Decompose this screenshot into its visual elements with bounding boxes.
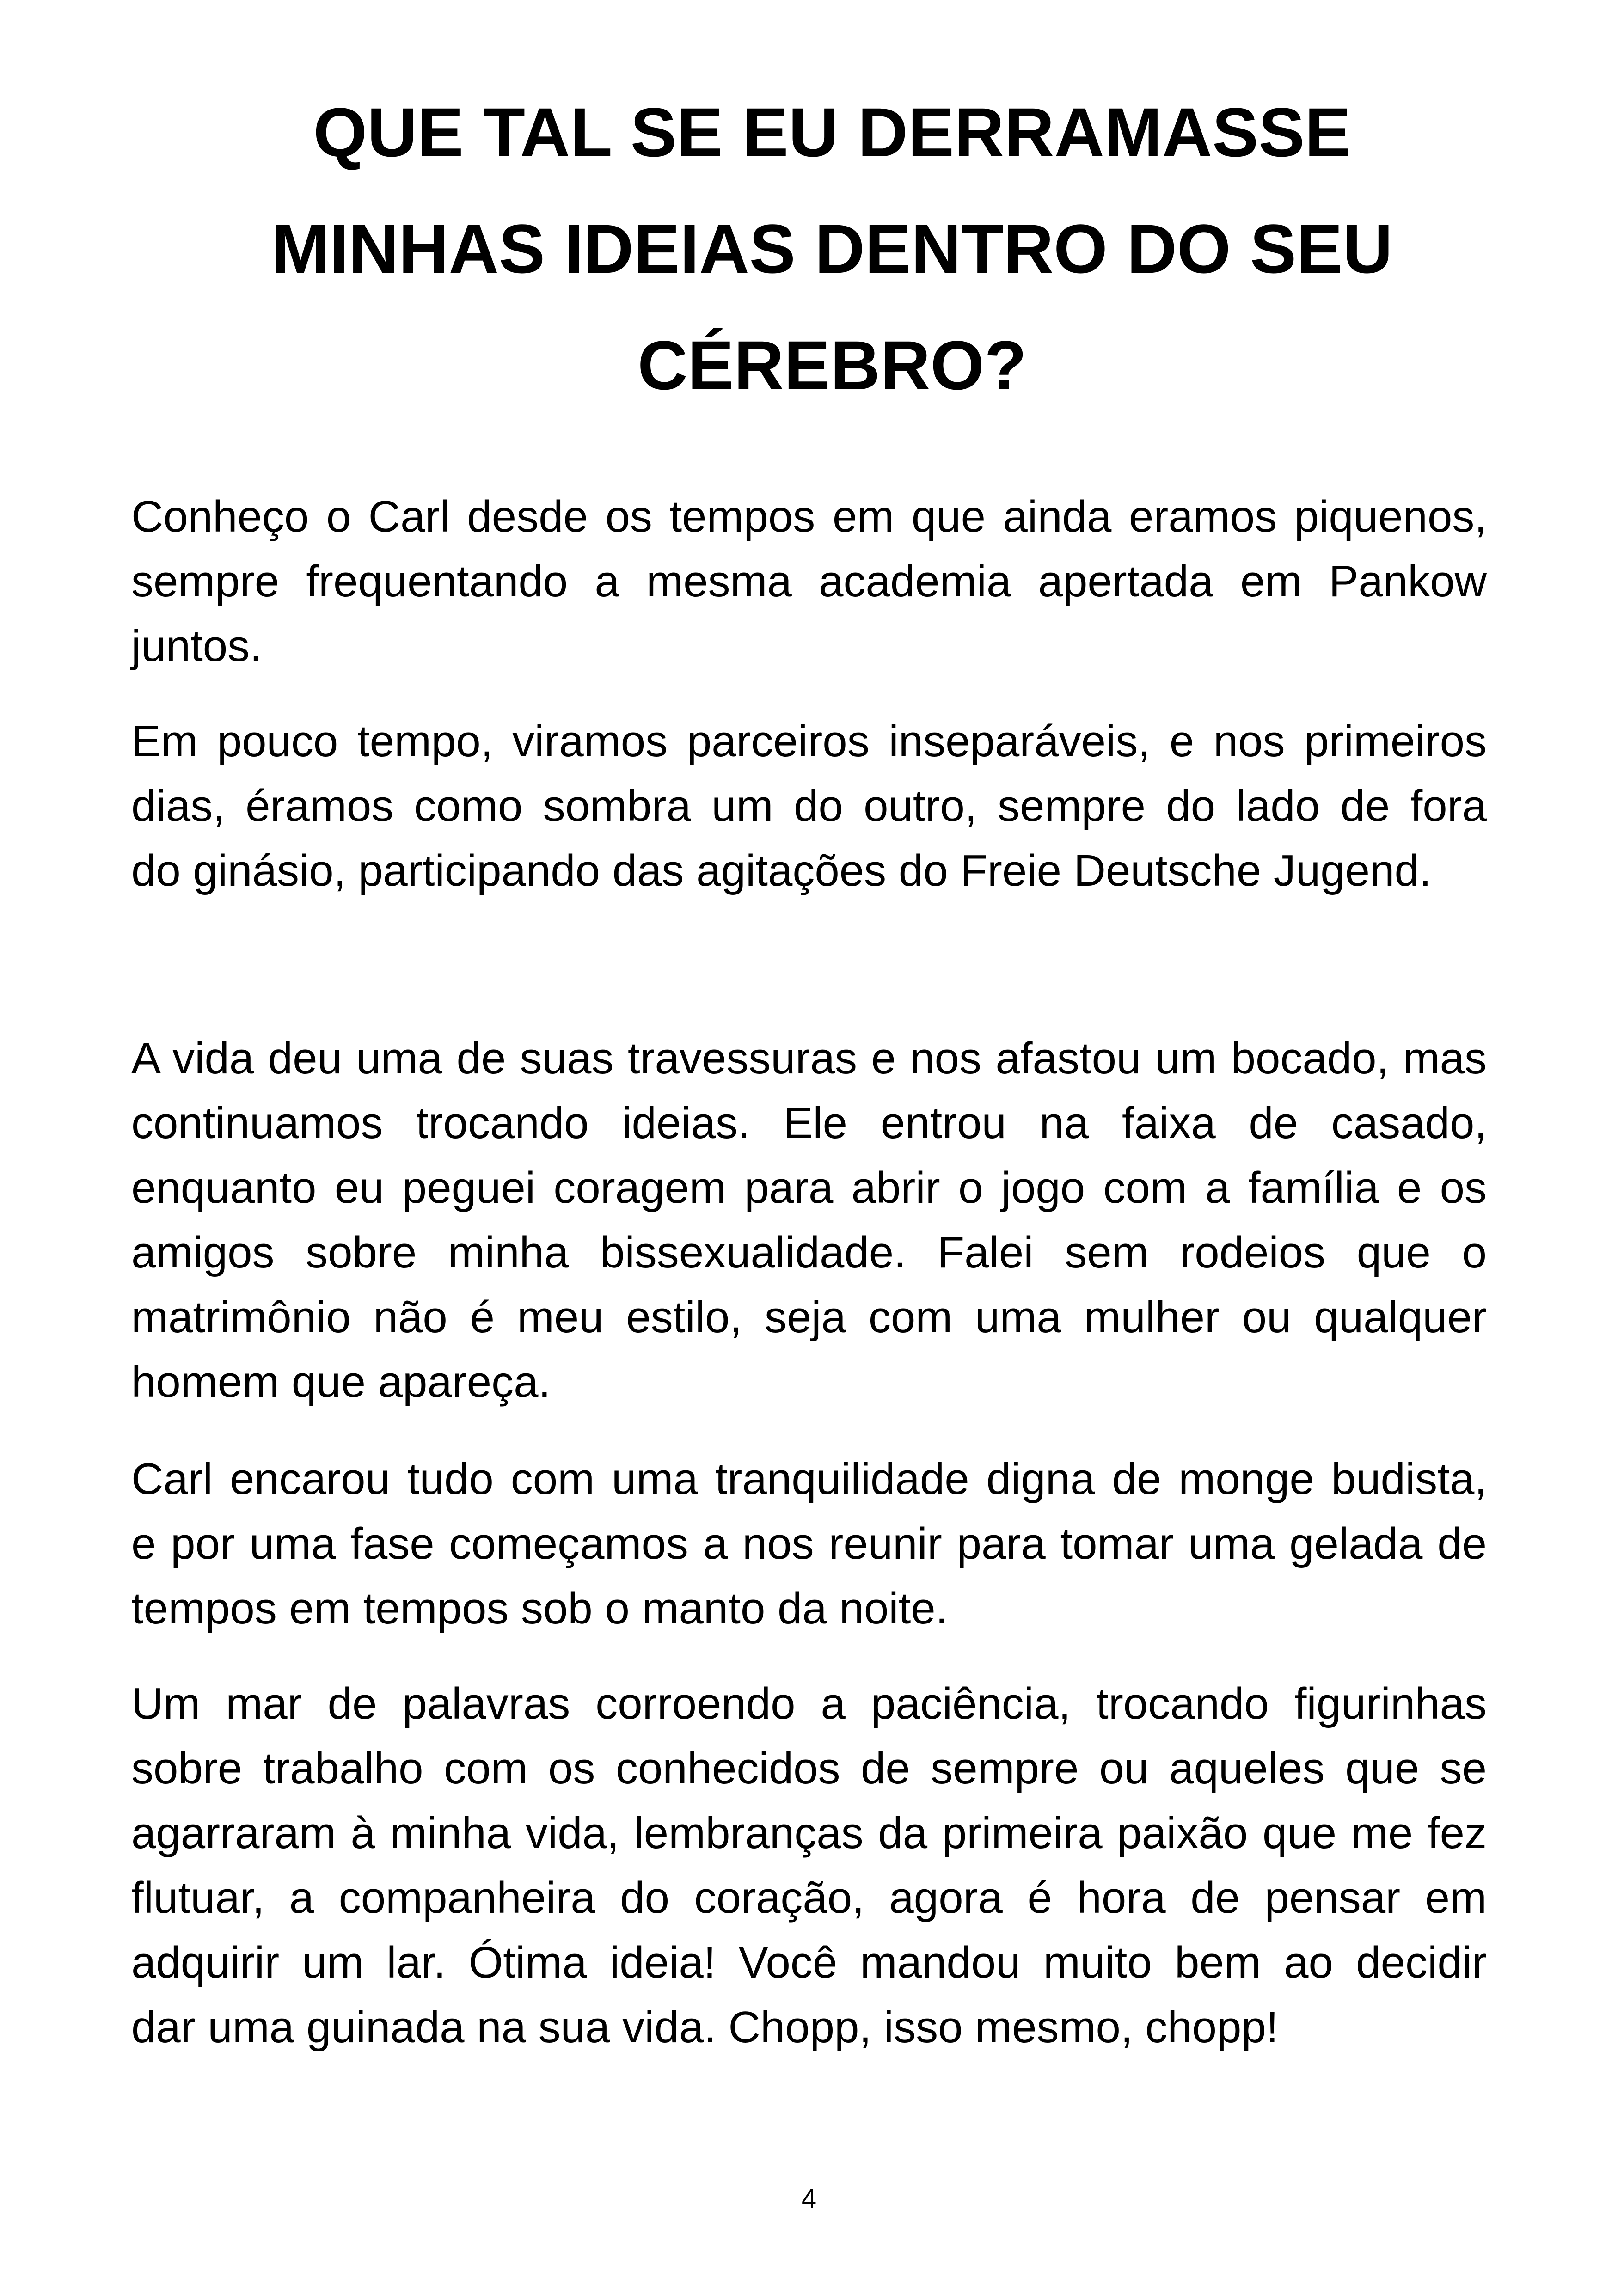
page-title <box>259 74 1405 423</box>
title-line: QUE TAL SE EU DERRAMASSE <box>313 93 1351 171</box>
text-line: matrimônio não é meu estilo, seja com uma mulher ou qualquer <box>131 1292 1487 1342</box>
text-line: A vida deu uma de suas travessuras e nos afastou um bocado, mas <box>131 1034 1487 1083</box>
paragraph-3 <box>131 1026 1487 1414</box>
page-number: 4 <box>801 2184 817 2214</box>
paragraph-4 <box>131 1447 1487 1641</box>
text-line: agarraram à minha vida, lembranças da primeira paixão que me fez <box>131 1808 1487 1858</box>
paragraph-2 <box>131 709 1487 903</box>
text-line: e por uma fase começamos a nos reunir para tomar uma gelada de <box>131 1519 1487 1568</box>
text-line: homem que apareça. <box>131 1357 551 1407</box>
text-line: juntos. <box>131 621 262 671</box>
paragraph-1 <box>131 484 1487 679</box>
title-line: MINHAS IDEIAS DENTRO DO SEU <box>271 210 1393 288</box>
text-line: Em pouco tempo, viramos parceiros inseparáveis, e nos primeiros <box>131 716 1487 766</box>
text-line: sobre trabalho com os conhecidos de sempre ou aqueles que se <box>131 1744 1487 1793</box>
text-line: sempre frequentando a mesma academia apertada em Pankow <box>131 557 1487 606</box>
text-line: dar uma guinada na sua vida. Chopp, isso mesmo, chopp! <box>131 2002 1279 2052</box>
text-line: Carl encarou tudo com uma tranquilidade digna de monge budista, <box>131 1454 1487 1504</box>
paragraph-5 <box>131 1671 1487 2060</box>
text-line: adquirir um lar. Ótima ideia! Você mandou muito bem ao decidir <box>131 1938 1487 1987</box>
text-line: Um mar de palavras corroendo a paciência, trocando figurinhas <box>131 1679 1487 1728</box>
title-line: CÉREBRO? <box>637 326 1027 404</box>
text-line: enquanto eu peguei coragem para abrir o jogo com a família e os <box>131 1163 1487 1212</box>
text-line: do ginásio, participando das agitações do Freie Deutsche Jugend. <box>131 846 1432 895</box>
text-line: dias, éramos como sombra um do outro, sempre do lado de fora <box>131 781 1487 831</box>
text-line: continuamos trocando ideias. Ele entrou na faixa de casado, <box>131 1098 1487 1148</box>
text-line: tempos em tempos sob o manto da noite. <box>131 1584 948 1633</box>
text-line: amigos sobre minha bissexualidade. Falei sem rodeios que o <box>131 1228 1487 1277</box>
text-line: flutuar, a companheira do coração, agora é hora de pensar em <box>131 1873 1487 1923</box>
text-line: Conheço o Carl desde os tempos em que ainda eramos piquenos, <box>131 492 1487 541</box>
